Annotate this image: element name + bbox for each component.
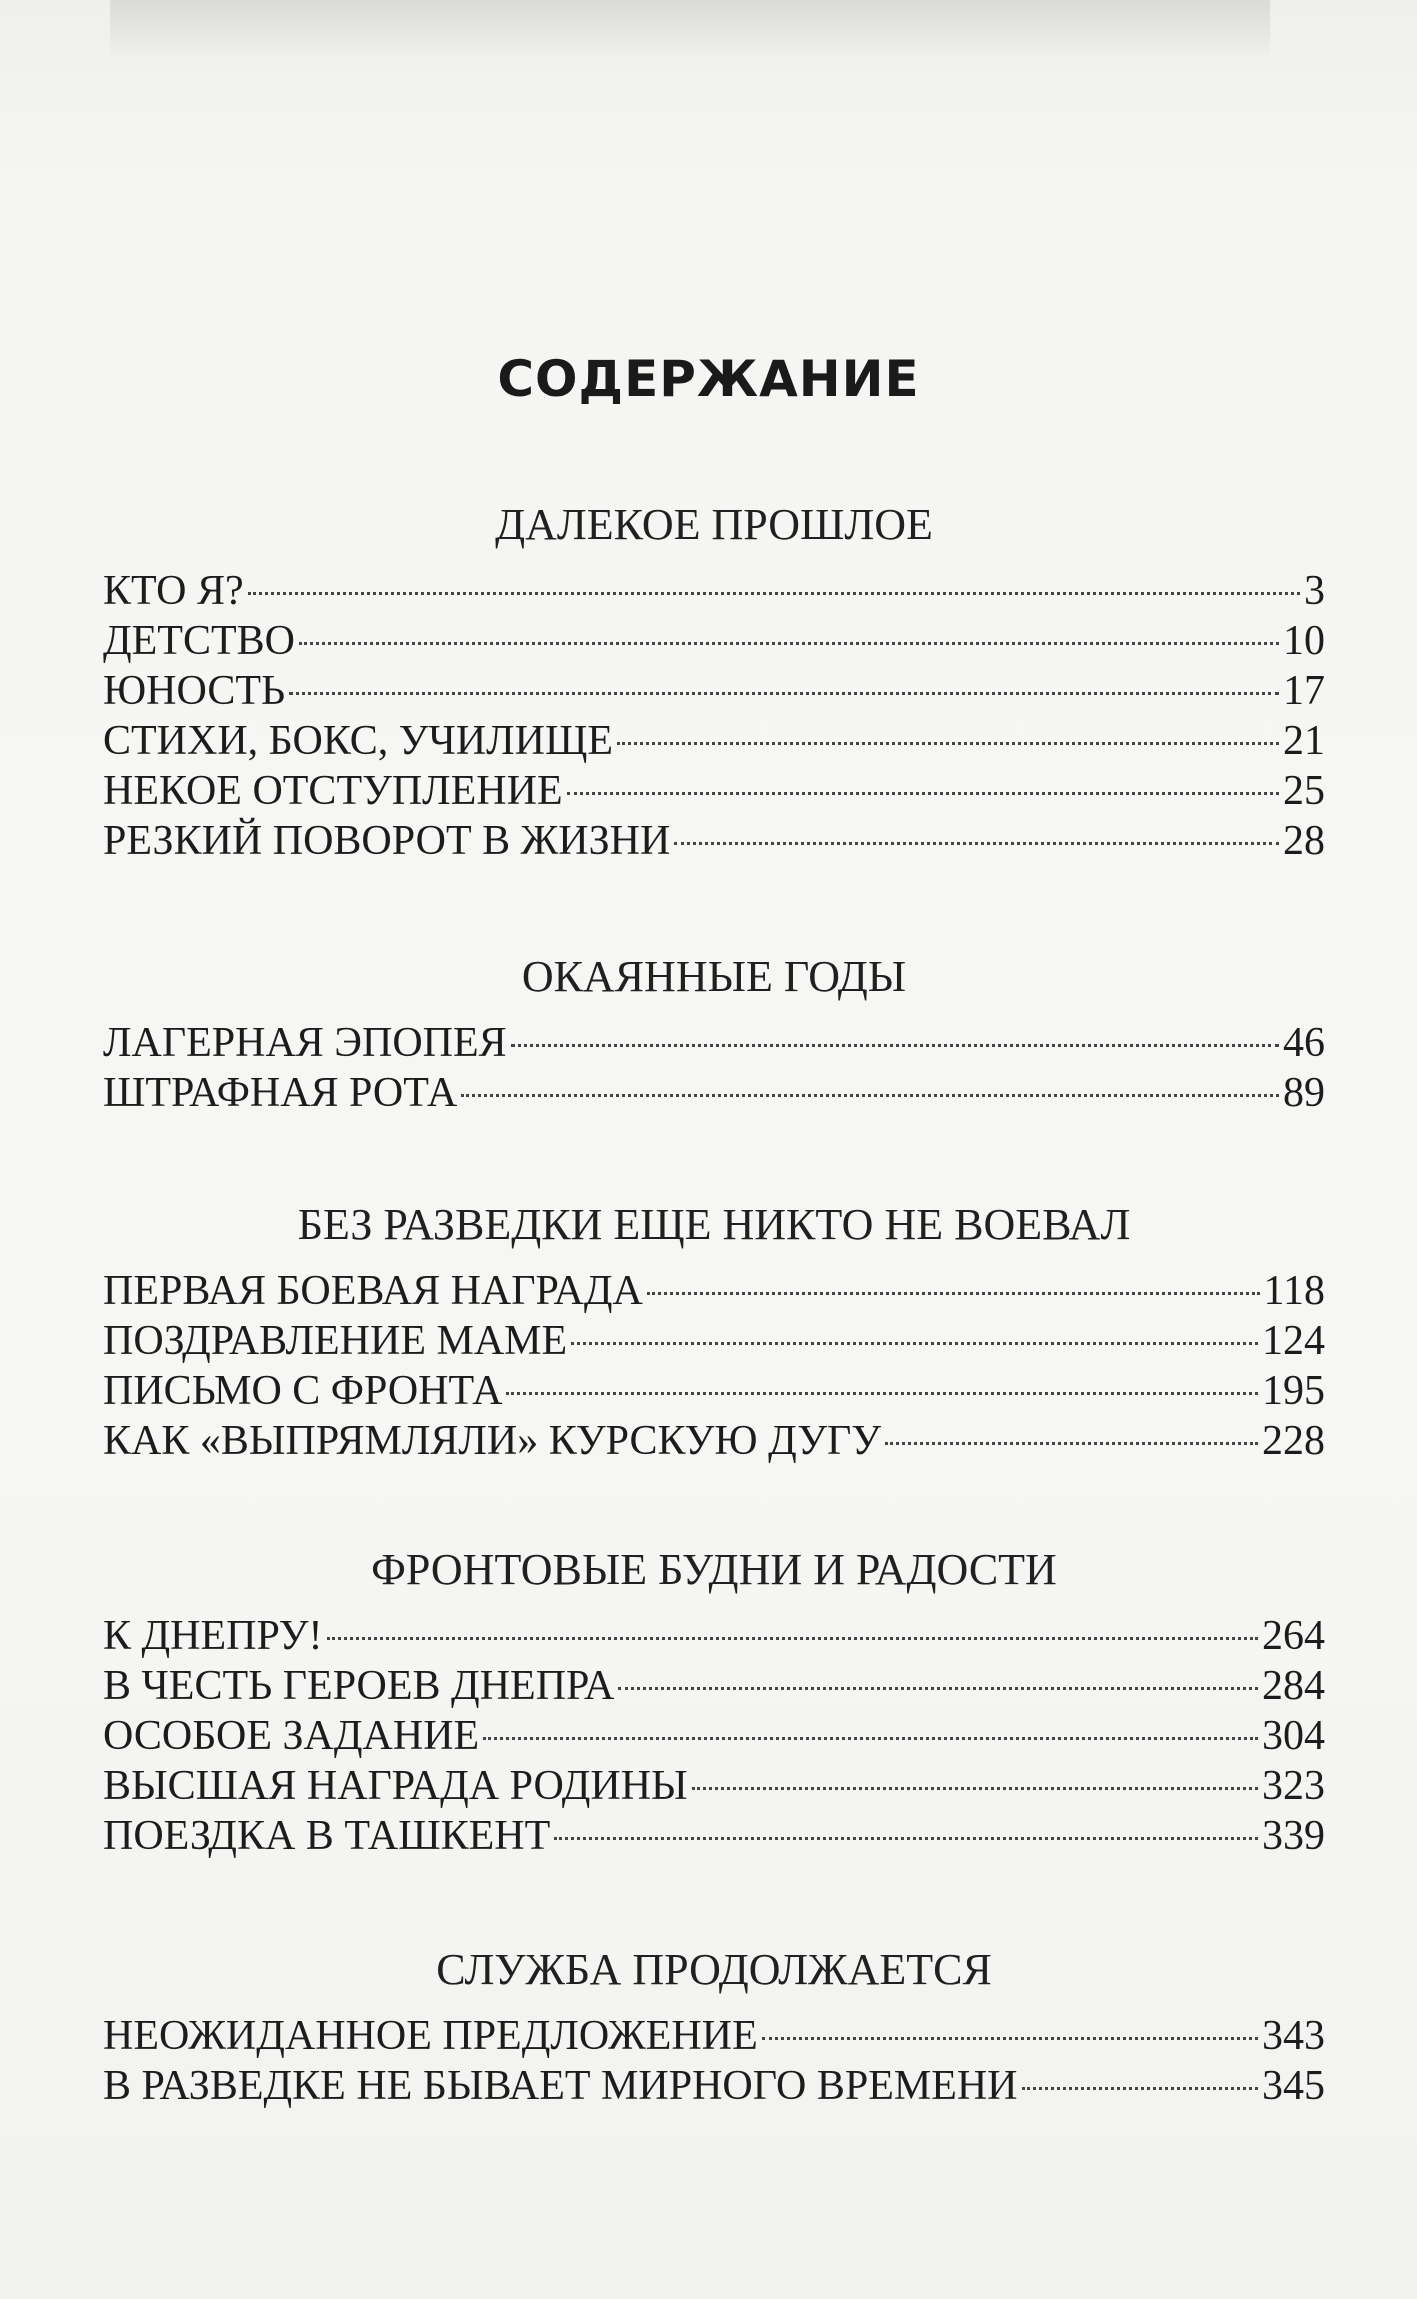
dot-leader	[461, 1094, 1279, 1097]
entry-page-number: 124	[1262, 1318, 1325, 1364]
entry-label: ПОЗДРАВЛЕНИЕ МАМЕ	[103, 1318, 568, 1364]
entry-label: В РАЗВЕДКЕ НЕ БЫВАЕТ МИРНОГО ВРЕМЕНИ	[103, 2063, 1018, 2109]
entry-label: ШТРАФНАЯ РОТА	[103, 1070, 458, 1116]
entry-label: ВЫСШАЯ НАГРАДА РОДИНЫ	[103, 1763, 688, 1809]
entry-label: ЮНОСТЬ	[103, 668, 286, 714]
entry-label: ДЕТСТВО	[103, 618, 295, 664]
toc-section	[103, 1545, 1325, 1861]
entry-label: К ДНЕПРУ!	[103, 1613, 323, 1659]
toc-section	[103, 1200, 1325, 1466]
toc-entry[interactable]	[103, 616, 1325, 666]
entry-label: НЕКОЕ ОТСТУПЛЕНИЕ	[103, 768, 563, 814]
entry-page-number: 304	[1262, 1713, 1325, 1759]
entry-page-number: 25	[1283, 768, 1325, 814]
dot-leader	[618, 1687, 1258, 1690]
toc-entry[interactable]	[103, 1761, 1325, 1811]
entry-page-number: 228	[1262, 1418, 1325, 1464]
bleed-through-shadow	[110, 0, 1270, 60]
dot-leader	[327, 1637, 1258, 1640]
toc-entry[interactable]	[103, 1416, 1325, 1466]
entry-label: ПИСЬМО С ФРОНТА	[103, 1368, 503, 1414]
entry-label: НЕОЖИДАННОЕ ПРЕДЛОЖЕНИЕ	[103, 2013, 758, 2059]
entry-page-number: 195	[1262, 1368, 1325, 1414]
toc-entry[interactable]	[103, 1018, 1325, 1068]
entry-label: РЕЗКИЙ ПОВОРОТ В ЖИЗНИ	[103, 818, 671, 864]
section-title: ДАЛЕКОЕ ПРОШЛОЕ	[495, 500, 933, 549]
dot-leader	[885, 1442, 1258, 1445]
toc-section	[103, 952, 1325, 1118]
toc-entry[interactable]	[103, 1366, 1325, 1416]
toc-entry[interactable]	[103, 2061, 1325, 2111]
toc-entry[interactable]	[103, 816, 1325, 866]
dot-leader	[289, 692, 1279, 695]
dot-leader	[248, 592, 1300, 595]
toc-entry[interactable]	[103, 1711, 1325, 1761]
entry-page-number: 343	[1262, 2013, 1325, 2059]
toc-section	[103, 1945, 1325, 2111]
toc-entry[interactable]	[103, 716, 1325, 766]
dot-leader	[483, 1737, 1258, 1740]
entry-page-number: 28	[1283, 818, 1325, 864]
entry-label: ПОЕЗДКА В ТАШКЕНТ	[103, 1813, 551, 1859]
entry-page-number: 345	[1262, 2063, 1325, 2109]
dot-leader	[647, 1292, 1260, 1295]
dot-leader	[571, 1342, 1258, 1345]
toc-entry[interactable]	[103, 566, 1325, 616]
entry-label: ЛАГЕРНАЯ ЭПОПЕЯ	[103, 1020, 507, 1066]
entry-label: ОСОБОЕ ЗАДАНИЕ	[103, 1713, 480, 1759]
entry-page-number: 284	[1262, 1663, 1325, 1709]
dot-leader	[674, 842, 1279, 845]
dot-leader	[617, 742, 1279, 745]
entry-page-number: 3	[1304, 568, 1325, 614]
dot-leader	[567, 792, 1279, 795]
entry-page-number: 89	[1283, 1070, 1325, 1116]
toc-entry[interactable]	[103, 1611, 1325, 1661]
toc-entry[interactable]	[103, 1266, 1325, 1316]
dot-leader	[511, 1044, 1279, 1047]
toc-entry[interactable]	[103, 766, 1325, 816]
entry-label: В ЧЕСТЬ ГЕРОЕВ ДНЕПРА	[103, 1663, 615, 1709]
entry-page-number: 339	[1262, 1813, 1325, 1859]
section-title: ФРОНТОВЫЕ БУДНИ И РАДОСТИ	[371, 1545, 1057, 1594]
section-title: ОКАЯННЫЕ ГОДЫ	[521, 952, 907, 1001]
dot-leader	[692, 1787, 1258, 1790]
toc-entry[interactable]	[103, 1661, 1325, 1711]
toc-entry[interactable]	[103, 666, 1325, 716]
toc-entry[interactable]	[103, 1068, 1325, 1118]
dot-leader	[1022, 2087, 1258, 2090]
entry-page-number: 46	[1283, 1020, 1325, 1066]
entry-page-number: 118	[1263, 1268, 1325, 1314]
dot-leader	[762, 2037, 1258, 2040]
page-title: СОДЕРЖАНИЕ	[497, 350, 920, 408]
entry-label: КТО Я?	[103, 568, 244, 614]
dot-leader	[506, 1392, 1258, 1395]
dot-leader	[299, 642, 1279, 645]
section-title: БЕЗ РАЗВЕДКИ ЕЩЕ НИКТО НЕ ВОЕВАЛ	[297, 1200, 1131, 1249]
entry-page-number: 10	[1283, 618, 1325, 664]
toc-section	[103, 500, 1325, 866]
entry-label: КАК «ВЫПРЯМЛЯЛИ» КУРСКУЮ ДУГУ	[103, 1418, 882, 1464]
entry-page-number: 264	[1262, 1613, 1325, 1659]
toc-entry[interactable]	[103, 2011, 1325, 2061]
entry-label: СТИХИ, БОКС, УЧИЛИЩЕ	[103, 718, 614, 764]
dot-leader	[554, 1837, 1258, 1840]
toc-entry[interactable]	[103, 1316, 1325, 1366]
toc-entry[interactable]	[103, 1811, 1325, 1861]
entry-page-number: 323	[1262, 1763, 1325, 1809]
section-title: СЛУЖБА ПРОДОЛЖАЕТСЯ	[436, 1945, 992, 1994]
entry-page-number: 17	[1283, 668, 1325, 714]
entry-page-number: 21	[1283, 718, 1325, 764]
entry-label: ПЕРВАЯ БОЕВАЯ НАГРАДА	[103, 1268, 643, 1314]
